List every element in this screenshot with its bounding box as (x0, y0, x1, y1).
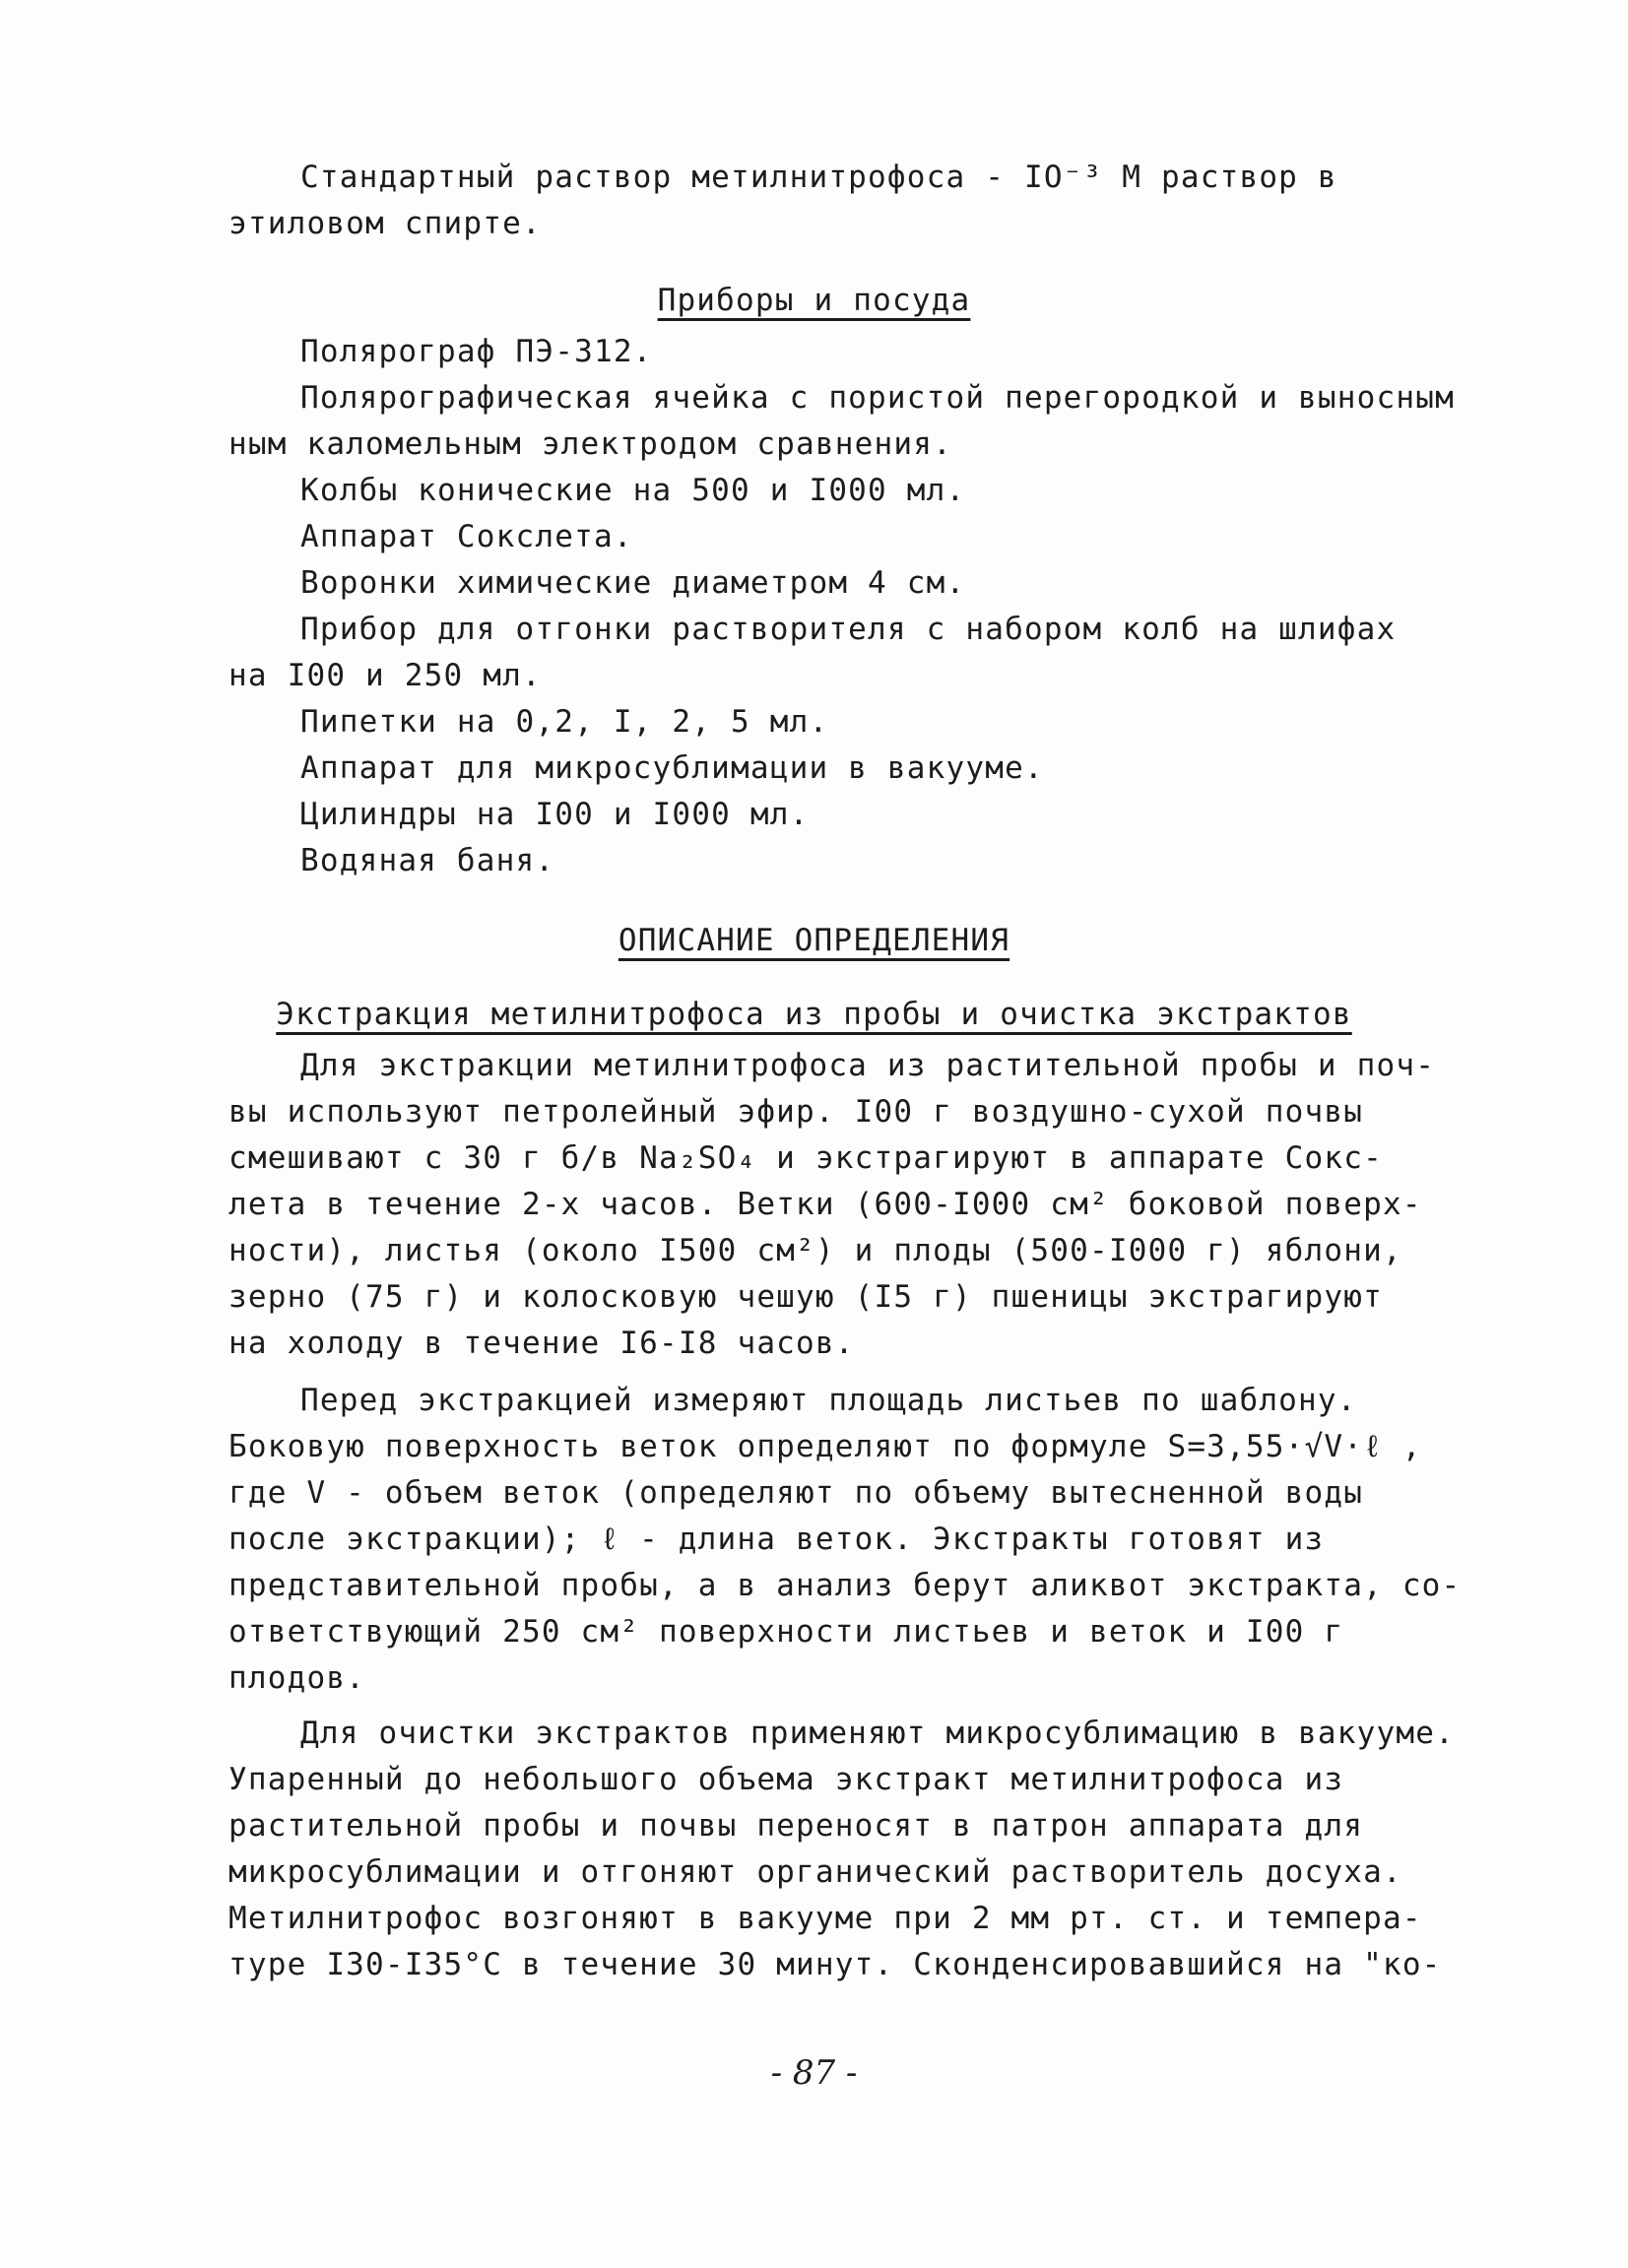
text-line: Упаренный до небольшого объема экстракт метилнитрофоса из (228, 1762, 1344, 1797)
text-line: Воронки химические диаметром 4 см. (300, 565, 966, 601)
subsection-heading: Экстракция метилнитрофоса из пробы и очистка экстрактов (276, 997, 1352, 1032)
text-line: Для экстракции метилнитрофоса из растительной пробы и поч- (300, 1048, 1436, 1083)
section-heading: ОПИСАНИЕ ОПРЕДЕЛЕНИЯ (618, 923, 1010, 958)
text-line: на холоду в течение I6-I8 часов. (228, 1326, 855, 1361)
text-line: Прибор для отгонки растворителя с набором колб на шлифах (300, 612, 1397, 647)
text-line: Стандартный раствор метилнитрофоса - IO⁻³ М раствор в (300, 160, 1337, 195)
text-line: Цилиндры на I00 и I000 мл. (300, 797, 810, 832)
text-line: Аппарат для микросублимации в вакууме. (300, 750, 1044, 786)
text-line: Аппарат Сокслета. (300, 519, 633, 554)
text-line: Полярограф ПЭ-312. (300, 334, 653, 369)
text-line: Водяная баня. (300, 843, 555, 878)
text-line: растительной пробы и почвы переносят в патрон аппарата для (228, 1808, 1364, 1844)
section-heading: Приборы и посуда (657, 283, 971, 318)
text-line: после экстракции); ℓ - длина веток. Экстракты готовят из (228, 1522, 1325, 1557)
text-line: Перед экстракцией измеряют площадь листьев по шаблону. (300, 1383, 1357, 1418)
text-line: Полярографическая ячейка с пористой перегородкой и выносным (300, 380, 1455, 416)
text-line: вы используют петролейный эфир. I00 г воздушно-сухой почвы (228, 1094, 1364, 1130)
text-line: туре I30-I35°С в течение 30 минут. Сконденсировавшийся на "ко- (228, 1947, 1442, 1982)
text-line: ным каломельным электродом сравнения. (228, 426, 952, 462)
text-line: где V - объем веток (определяют по объему вытесненной воды (228, 1475, 1364, 1511)
text-line: лета в течение 2-х часов. Ветки (600-I000 см² боковой поверх- (228, 1187, 1422, 1222)
text-line: плодов. (228, 1660, 366, 1696)
text-line: на I00 и 250 мл. (228, 658, 542, 693)
page-number: - 87 - (770, 2053, 858, 2093)
text-line: микросублимации и отгоняют органический растворитель досуха. (228, 1854, 1402, 1890)
text-line: Для очистки экстрактов применяют микросублимацию в вакууме. (300, 1716, 1455, 1751)
text-line: Метилнитрофос возгоняют в вакууме при 2 мм рт. ст. и темпера- (228, 1901, 1422, 1936)
text-line: представительной пробы, а в анализ берут аликвот экстракта, со- (228, 1568, 1462, 1603)
text-line: смешивают с 30 г б/в Na₂SO₄ и экстрагируют в аппарате Сокс- (228, 1140, 1383, 1176)
text-line: ности), листья (около I500 см²) и плоды (500-I000 г) яблони, (228, 1233, 1402, 1268)
text-line: зерно (75 г) и колосковую чешую (I5 г) пшеницы экстрагируют (228, 1279, 1383, 1315)
text-line: Пипетки на 0,2, I, 2, 5 мл. (300, 704, 829, 740)
text-line: Колбы конические на 500 и I000 мл. (300, 473, 966, 508)
text-line: Боковую поверхность веток определяют по формуле S=3,55·√V·ℓ , (228, 1429, 1422, 1464)
text-line: ответствующий 250 см² поверхности листьев и веток и I00 г (228, 1614, 1344, 1650)
text-line: этиловом спирте. (228, 206, 542, 241)
